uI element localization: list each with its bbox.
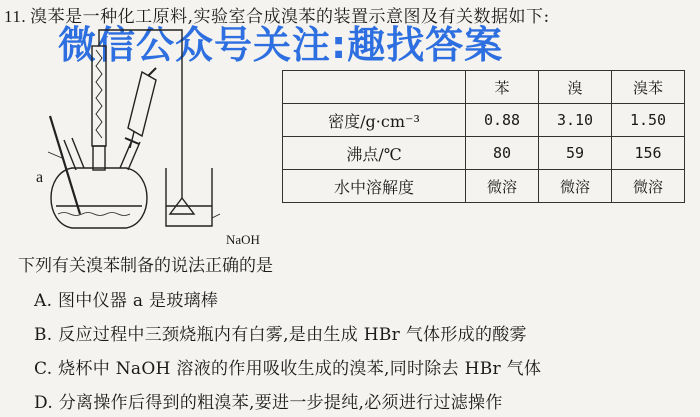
table-corner [283,71,466,104]
table-row-boiling-point [283,137,685,170]
table-cell: 80 [466,137,539,170]
table-cell: 0.88 [466,104,539,137]
row-label-boiling-point: 沸点/℃ [283,137,466,170]
label-naoh: NaOH [226,232,260,247]
table-row-solubility [283,170,685,203]
table-cell: 1.50 [612,104,685,137]
apparatus-diagram [14,28,264,238]
option-d[interactable]: D. 分离操作后得到的粗溴苯,要进一步提纯,必须进行过滤操作 [34,393,503,413]
option-b[interactable]: B. 反应过程中三颈烧瓶内有白雾,是由生成 HBr 气体形成的酸雾 [34,325,527,345]
question-number: 11. [4,7,27,26]
table-cell: 59 [539,137,612,170]
table-cell: 3.10 [539,104,612,137]
row-label-density: 密度/g·cm⁻³ [283,104,466,137]
watermark-text: 微信公众号关注:趣找答案 [58,23,504,67]
option-c[interactable]: C. 烧杯中 NaOH 溶液的作用吸收生成的溴苯,同时除去 HBr 气体 [34,359,542,379]
col-header-bromine: 溴 [539,71,612,104]
col-header-benzene: 苯 [466,71,539,104]
option-a[interactable]: A. 图中仪器 a 是玻璃棒 [34,291,219,311]
label-a: a [36,169,44,186]
dropping-funnel [128,72,156,136]
instrument-a [50,116,80,214]
three-neck-flask [51,168,147,228]
table-row-density [283,104,685,137]
table-cell: 微溶 [612,170,685,203]
table-header-row [283,71,685,104]
table-cell: 微溶 [466,170,539,203]
table-cell: 微溶 [539,170,612,203]
question-prompt: 下列有关溴苯制备的说法正确的是 [18,256,273,276]
apparatus-figure [14,28,264,247]
col-header-bromobenzene: 溴苯 [612,71,685,104]
gas-tube [99,30,182,198]
center-neck [93,146,105,170]
property-table [282,70,685,203]
table-cell: 156 [612,137,685,170]
reflux-condenser [92,46,106,146]
question-stem-text: 溴苯是一种化工原料,实验室合成溴苯的装置示意图及有关数据如下: [30,7,550,27]
row-label-solubility: 水中溶解度 [283,170,466,203]
beaker [166,168,212,226]
